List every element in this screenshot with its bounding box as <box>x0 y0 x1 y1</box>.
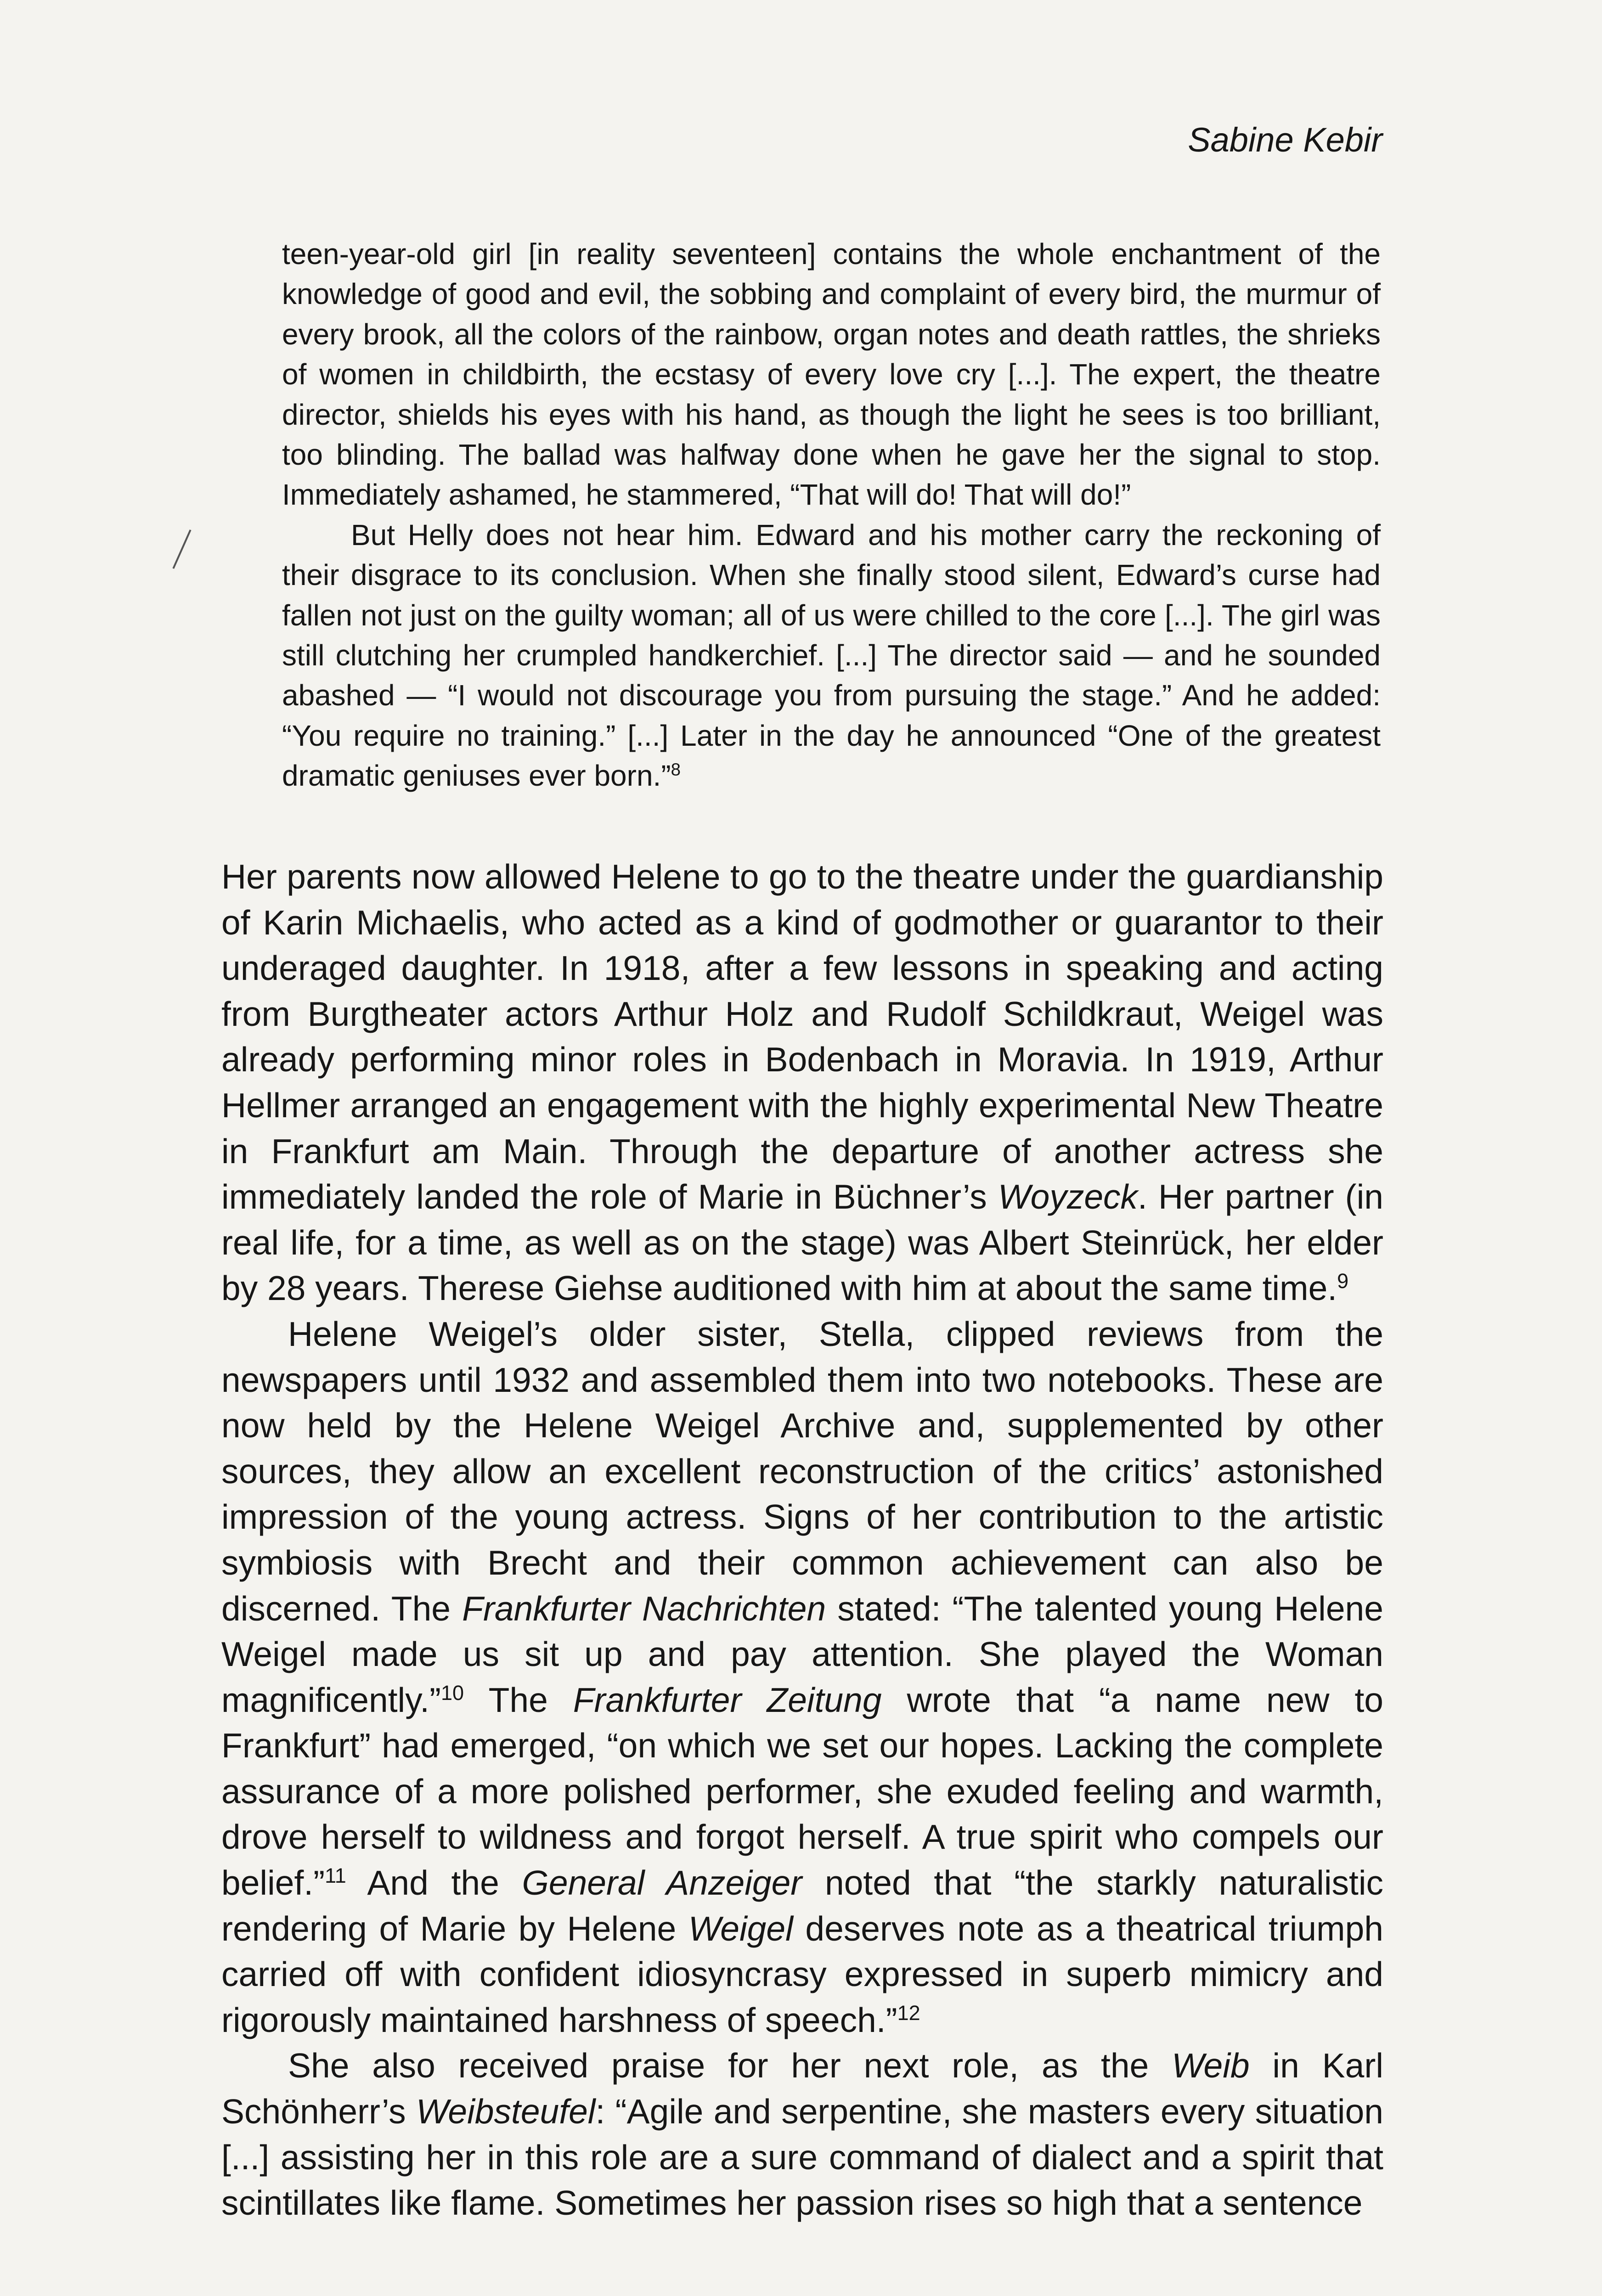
margin-pencil-mark <box>172 529 191 569</box>
body-paragraph <box>221 2043 1383 2226</box>
block-quote <box>282 234 1381 796</box>
body-text-span: noted that “the starkly naturalistic rendering of Marie by Helene <box>221 1863 1384 1948</box>
footnote-ref: 8 <box>671 760 681 780</box>
footnote-ref: 12 <box>897 2001 920 2025</box>
running-header-author: Sabine Kebir <box>1188 121 1382 159</box>
quote-paragraph <box>282 234 1381 515</box>
body-text-span: And the <box>346 1863 522 1902</box>
quote-text: But Helly does not hear him. Edward and his mother carry the reckoning of their disgrace to its conclusion. When she finally stood silent, Edward’s curse had fallen not just on the guilty woman; all of us were chilled to the core [...]. The girl was still clutching her crumpled handkerchief. [...] The director said — and he sounded abashed — “I would not discourage you from pursuing the stage.” And he added: “You require no training.” [...] Later in the day he announced “One of the greatest dramatic geniuses ever born.” <box>282 518 1381 793</box>
footnote-ref: 9 <box>1337 1269 1349 1293</box>
quote-paragraph <box>282 515 1381 796</box>
quote-text: teen-year-old girl [in reality seventeen] contains the whole enchantment of the knowledge of good and evil, the sobbing and complaint of every bird, the murmur of every brook, all the colors of the rainbow, organ notes and death rattles, the shrieks of women in childbirth, the ecstasy of every love cry [...]. The expert, the theatre director, shields his eyes with his hand, as though the light he sees is too brilliant, too blinding. The ballad was halfway done when he gave her the signal to stop. Immediately ashamed, he stammered, “That will do! That will do!” <box>282 237 1381 512</box>
italic-title: Weibsteufel <box>416 2092 596 2131</box>
body-text-span: wrote that “a name new to Frankfurt” had emerged, “on which we set our hopes. Lacking the complete assurance of a more polished performer, she exuded feeling and warmth, drove herself to wildness and forgot herself. A true spirit who compels our belief.” <box>221 1680 1383 1902</box>
body-text-span: Helene Weigel’s older sister, Stella, clipped reviews from the newspapers until 1932 and assembled them into two notebooks. These are now held by the Helene Weigel Archive and, supplemented by other sources, they allow an excellent reconstruction of the critics’ astonished impression of the young actress. Signs of her contribution to the artistic symbiosis with Brecht and their common achievement can also be discerned. The <box>221 1314 1383 1628</box>
italic-term: Weib <box>1172 2046 1250 2085</box>
main-text <box>221 854 1383 2226</box>
footnote-ref: 10 <box>440 1681 464 1705</box>
body-text-span: stated: “The talented young Helene Weigel made us sit up and pay attention. She played the Woman magnificently.” <box>221 1589 1383 1719</box>
body-text-span: : “Agile and serpentine, she masters every situation [...] assisting her in this role are a sure command of dialect and a spirit that scintillates like flame. Sometimes her passion rises so high that a sentence <box>221 2092 1383 2223</box>
italic-title: Woyzeck <box>998 1177 1138 1216</box>
italic-title: Frankfurter Zeitung <box>573 1680 882 1719</box>
italic-title: General Anzeiger <box>522 1863 802 1902</box>
body-paragraph <box>221 854 1383 1311</box>
body-text-span: She also received praise for her next role, as the <box>288 2046 1172 2085</box>
italic-name: Weigel <box>688 1909 793 1948</box>
body-text-span: deserves note as a theatrical triumph carried off with confident idiosyncrasy expressed in superb mimicry and rigorously maintained harshness of speech.” <box>221 1909 1383 2039</box>
footnote-ref: 11 <box>325 1864 346 1888</box>
body-paragraph <box>221 1311 1383 2043</box>
body-text-span: in Karl Schönherr’s <box>221 2046 1383 2131</box>
body-text-span: The <box>464 1680 573 1719</box>
body-text-span: . Her partner (in real life, for a time, as well as on the stage) was Albert Steinrück, her elder by 28 years. Therese Giehse auditioned with him at about the same time. <box>221 1177 1384 1308</box>
italic-title: Frankfurter Nachrichten <box>462 1589 826 1628</box>
body-text-span: Her parents now allowed Helene to go to the theatre under the guardianship of Karin Michaelis, who acted as a kind of godmother or guarantor to their underaged daughter. In 1918, after a few lessons in speaking and acting from Burgtheater actors Arthur Holz and Rudolf Schildkraut, Weigel was already performing minor roles in Bodenbach in Moravia. In 1919, Arthur Hellmer arranged an engagement with the highly experimental New Theatre in Frankfurt am Main. Through the departure of another actress she immediately landed the role of Marie in Büchner’s <box>221 857 1383 1216</box>
